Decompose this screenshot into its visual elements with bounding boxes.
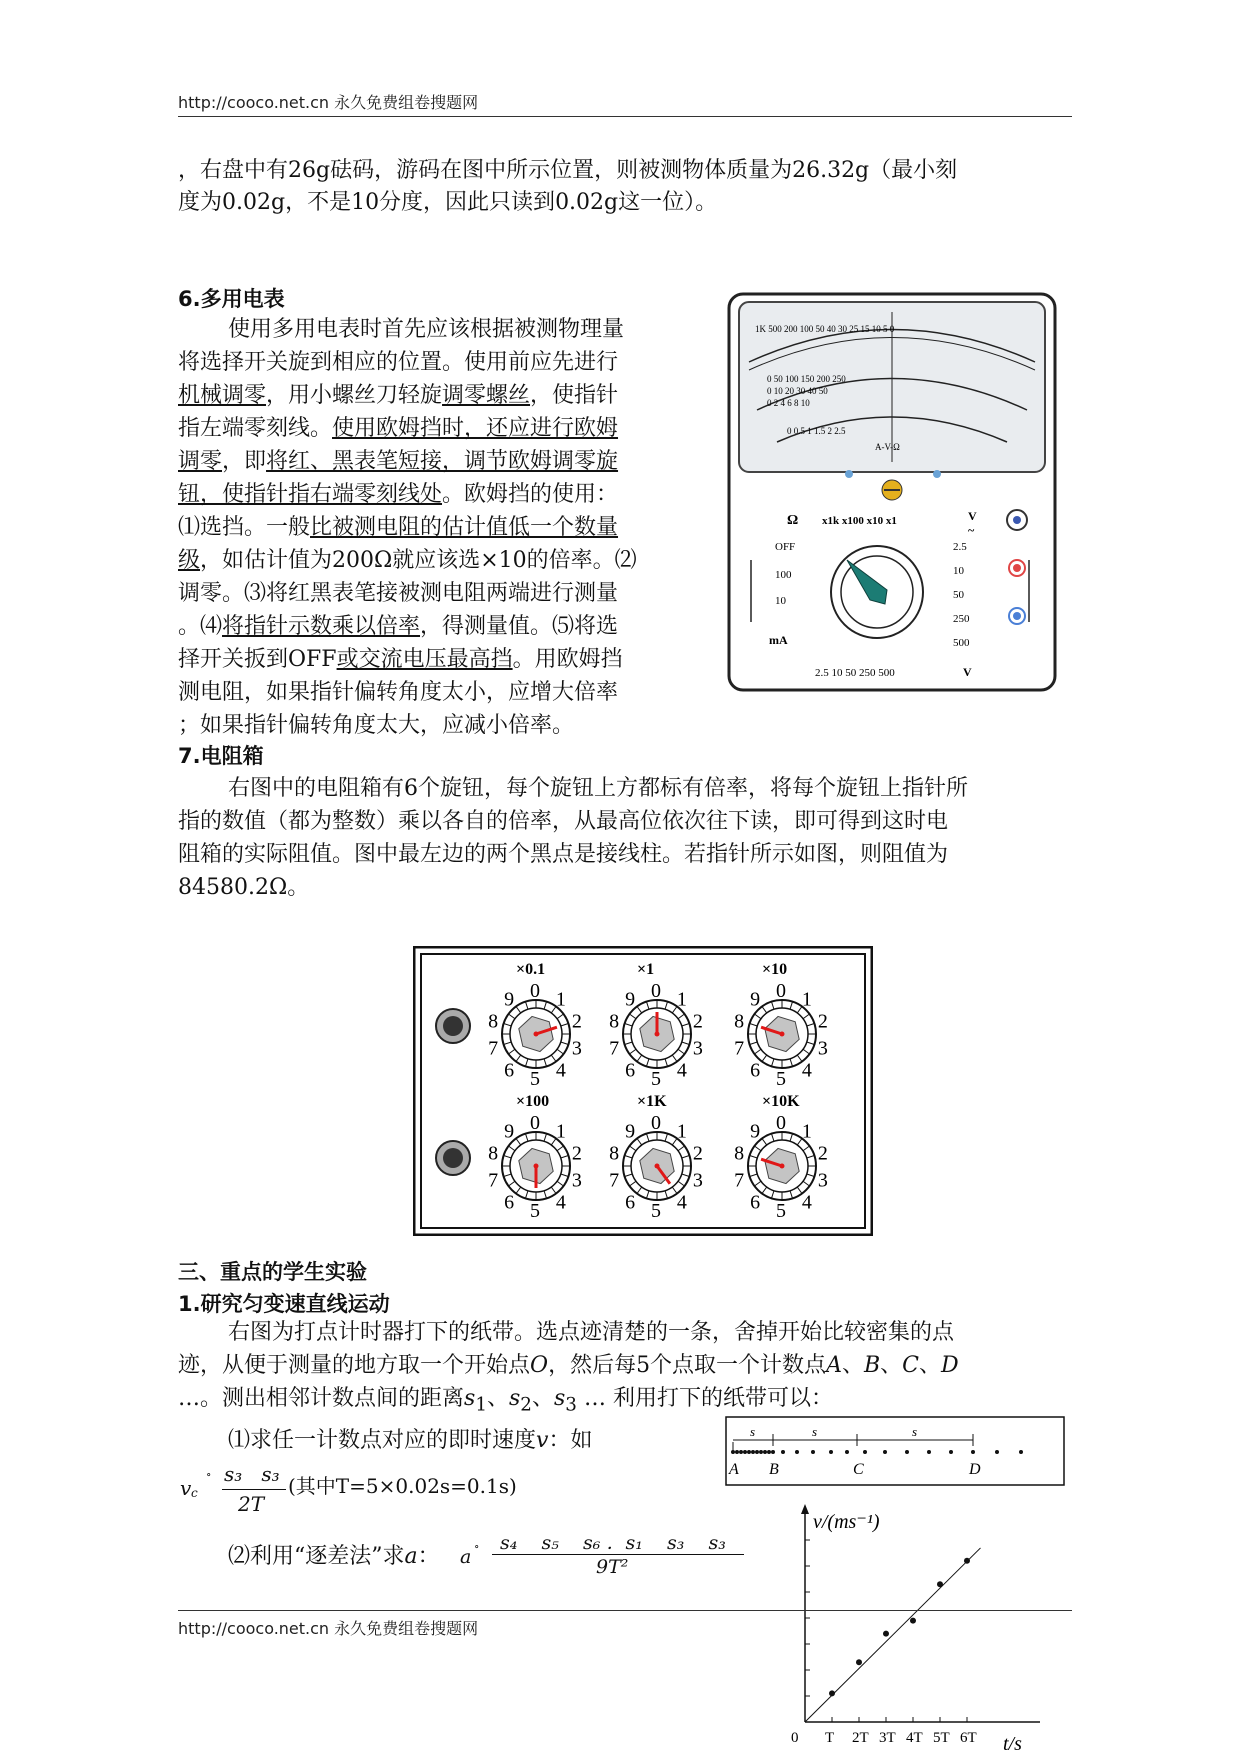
dial-digit: 7 bbox=[609, 1037, 620, 1060]
s6-l3a: 机械调零 bbox=[178, 383, 267, 408]
acc-frac-num: s₄ s₅ s₆ ．s₁ s₃ s₃ bbox=[500, 1532, 726, 1554]
dial-digit: 0 bbox=[776, 1112, 786, 1134]
off-label: OFF bbox=[775, 541, 796, 553]
exp-l2h: C bbox=[902, 1353, 919, 1378]
section-subtitle-motion: 1.研究匀变速直线运动 bbox=[178, 1292, 390, 1316]
s6-l11b: 或交流电压最高挡 bbox=[336, 647, 513, 672]
tape-point-C: C bbox=[853, 1461, 864, 1478]
dial-digit: 0 bbox=[651, 1112, 661, 1134]
vc-frac-num: s₃ s₃ bbox=[224, 1462, 280, 1486]
s6-l3d: ，使指针 bbox=[530, 383, 619, 408]
dial-digit: 4 bbox=[801, 1059, 812, 1082]
left-range-10: 10 bbox=[775, 595, 786, 607]
exp-l3j: … 利用打下的纸带可以： bbox=[576, 1386, 833, 1411]
header-rule bbox=[178, 116, 1072, 117]
dial-digit: 2 bbox=[817, 1010, 828, 1033]
s6-l6a: 钮，使指针指右端零刻线处 bbox=[178, 482, 443, 507]
dial-digit: 3 bbox=[571, 1169, 582, 1192]
s6-l10a: 。⑷ bbox=[178, 614, 223, 639]
tape-dot bbox=[863, 1450, 867, 1454]
tape-point-A: A bbox=[729, 1461, 739, 1478]
dial-digit: 6 bbox=[750, 1059, 761, 1082]
vc-note: (其中T=5×0.02s=0.1s) bbox=[288, 1474, 517, 1498]
data-point-3 bbox=[883, 1631, 889, 1637]
bottom-ranges: 2.5 10 50 250 500 bbox=[815, 667, 895, 679]
dial-digit: 6 bbox=[625, 1191, 636, 1214]
dial-digit: 3 bbox=[817, 1037, 828, 1060]
dial-digit: 0 bbox=[776, 980, 786, 1002]
tape-dot bbox=[751, 1450, 755, 1454]
x-tick-4: 4T bbox=[906, 1730, 923, 1746]
ohm-symbol: Ω bbox=[787, 513, 799, 528]
right-range-1: 10 bbox=[953, 565, 964, 577]
data-point-5 bbox=[937, 1581, 943, 1587]
dial-digit: 5 bbox=[530, 1200, 540, 1222]
exp-l1: 右图为打点计时器打下的纸带。选点迹清楚的一条，舍掉开始比较密集的点 bbox=[228, 1320, 955, 1345]
tape-dot bbox=[883, 1450, 887, 1454]
s6-l7b: 比被测电阻的估计值低一个数量 bbox=[310, 515, 619, 540]
dial-digit: 6 bbox=[750, 1191, 761, 1214]
tape-dot bbox=[755, 1450, 759, 1454]
dial-digit: 6 bbox=[504, 1191, 515, 1214]
s6-l8 bbox=[178, 544, 698, 577]
tape-point-B: B bbox=[769, 1461, 779, 1478]
x-tick-6: 6T bbox=[960, 1730, 977, 1746]
q1-v: v bbox=[536, 1428, 549, 1453]
tape-dot bbox=[949, 1450, 953, 1454]
dial-digit: 7 bbox=[734, 1037, 745, 1060]
exp-l3i: 3 bbox=[565, 1394, 577, 1416]
vc-sub: c bbox=[191, 1486, 198, 1500]
dial-digit: 2 bbox=[817, 1142, 828, 1165]
section-title-experiments: 三、重点的学生实验 bbox=[178, 1260, 367, 1284]
dial-digit: 9 bbox=[504, 1120, 515, 1143]
data-point-6 bbox=[964, 1558, 970, 1564]
exp-l3d: 、 bbox=[486, 1386, 509, 1411]
section-title-resistance-box: 7.电阻箱 bbox=[178, 744, 264, 768]
data-point-1 bbox=[829, 1690, 835, 1696]
s6-l7 bbox=[178, 511, 698, 544]
s6-l6 bbox=[178, 478, 698, 511]
left-range-100: 100 bbox=[775, 569, 792, 581]
knob-multiplier: ×10 bbox=[762, 961, 788, 978]
dial-digit: 8 bbox=[609, 1010, 620, 1033]
s6-l11c: 。用欧姆挡 bbox=[512, 647, 623, 672]
dial-digit: 9 bbox=[625, 1120, 636, 1143]
s7-text bbox=[178, 772, 1072, 904]
v-label-top: V bbox=[968, 509, 977, 523]
exp-l2e: 、 bbox=[841, 1353, 864, 1378]
s6-l5a: 调零 bbox=[178, 449, 223, 474]
s6-l10c: ，得测量值。⑸将选 bbox=[420, 614, 619, 639]
q1-text: ⑴求任一计数点对应的即时速度 bbox=[228, 1428, 537, 1453]
s6-l6b: 。欧姆挡的使用： bbox=[442, 482, 619, 507]
dial-digit: 0 bbox=[651, 980, 661, 1002]
multimeter-figure bbox=[727, 292, 1057, 692]
exp-l2b: O bbox=[530, 1353, 549, 1378]
exp-l2 bbox=[178, 1349, 1078, 1382]
dial-digit: 8 bbox=[488, 1142, 499, 1165]
tape-dot bbox=[739, 1450, 743, 1454]
dial-digit: 5 bbox=[651, 1068, 661, 1090]
bottom-v-label: V bbox=[963, 665, 972, 679]
s6-l1: 使用多用电表时首先应该根据被测物理量 bbox=[228, 317, 625, 342]
knob-multiplier: ×10K bbox=[762, 1093, 800, 1110]
s6-l2: 将选择开关旋到相应的位置。使用前应先进行 bbox=[178, 350, 619, 375]
tape-dot bbox=[767, 1450, 771, 1454]
s6-l12: 测电阻，如果指针偏转角度太小，应增大倍率 bbox=[178, 680, 619, 705]
tape-dot bbox=[811, 1450, 815, 1454]
dial-digit: 4 bbox=[555, 1191, 566, 1214]
tape-dot bbox=[759, 1450, 763, 1454]
dial-digit: 3 bbox=[692, 1169, 703, 1192]
dial-digit: 7 bbox=[488, 1169, 499, 1192]
x-axis-label: t/s bbox=[1003, 1733, 1022, 1754]
dial-digit: 2 bbox=[571, 1142, 582, 1165]
page-header: http://cooco.net.cn 永久免费组卷搜题网 bbox=[178, 93, 479, 112]
acc-lhs: a bbox=[460, 1546, 472, 1568]
right-range-2: 50 bbox=[953, 589, 964, 601]
tape-dot bbox=[735, 1450, 739, 1454]
vc-frac-bar bbox=[222, 1489, 286, 1490]
dial-digit: 0 bbox=[530, 980, 540, 1002]
s6-l13: ；如果指针偏转角度太大，应减小倍率。 bbox=[178, 713, 575, 738]
dial-digit: 1 bbox=[676, 1120, 687, 1143]
s6-l7a: ⑴选挡。一般 bbox=[178, 515, 311, 540]
acc-frac-den: 9T² bbox=[596, 1556, 629, 1578]
right-range-0: 2.5 bbox=[953, 541, 967, 553]
intro-line-1: ，右盘中有26g砝码，游码在图中所示位置，则被测物体质量为26.32g（最小刻 bbox=[178, 158, 958, 183]
intro-line-2: 度为0.02g，不是10分度，因此只读到0.02g这一位）。 bbox=[178, 190, 718, 215]
tape-dot bbox=[971, 1450, 975, 1454]
s6-l4b: 使用欧姆挡时，还应进行欧姆 bbox=[332, 416, 619, 441]
dial-digit: 9 bbox=[750, 988, 761, 1011]
tape-dot bbox=[747, 1450, 751, 1454]
dial-digit: 3 bbox=[571, 1037, 582, 1060]
exp-l3e: s bbox=[509, 1386, 521, 1411]
dial-digit: 0 bbox=[530, 1112, 540, 1134]
tape-dot bbox=[905, 1450, 909, 1454]
exp-l3h: s bbox=[553, 1386, 566, 1411]
dial-digit: 5 bbox=[776, 1200, 786, 1222]
dial-digit: 1 bbox=[676, 988, 687, 1011]
meter-center-label: A-V-Ω bbox=[875, 442, 900, 452]
s6-l10b: 将指针示数乘以倍率 bbox=[222, 614, 421, 639]
dial-digit: 2 bbox=[571, 1010, 582, 1033]
exp-l3f: 2 bbox=[520, 1394, 532, 1416]
s6-l4a: 指左端零刻线。 bbox=[178, 416, 333, 441]
tape-dot bbox=[743, 1450, 747, 1454]
meter-low-arc-labels: 0 0.5 1 1.5 2 2.5 bbox=[787, 426, 846, 436]
q2-line bbox=[228, 1540, 440, 1573]
vc-lhs: v bbox=[180, 1476, 192, 1500]
exp-l3b: s bbox=[464, 1386, 476, 1411]
x-tick-0: 0 bbox=[791, 1730, 799, 1746]
dial-digit: 4 bbox=[555, 1059, 566, 1082]
dial-digit: 2 bbox=[692, 1142, 703, 1165]
right-range-4: 500 bbox=[953, 637, 970, 649]
tape-point-D: D bbox=[969, 1461, 981, 1478]
x-tick-5: 5T bbox=[933, 1730, 950, 1746]
resistance-box-figure bbox=[413, 946, 873, 1236]
dial-digit: 3 bbox=[817, 1169, 828, 1192]
tape-dot bbox=[927, 1450, 931, 1454]
tape-dot bbox=[829, 1450, 833, 1454]
knob-multiplier: ×1K bbox=[637, 1093, 667, 1110]
s6-l3 bbox=[178, 379, 698, 412]
tape-dot bbox=[763, 1450, 767, 1454]
exp-l3g: 、 bbox=[531, 1386, 554, 1411]
vc-frac-den: 2T bbox=[238, 1492, 265, 1516]
q2-colon: ： bbox=[417, 1544, 440, 1569]
y-axis-label: v/(ms⁻¹) bbox=[813, 1511, 880, 1533]
meter-mid-arc-labels: 0 50 100 150 200 250 bbox=[767, 374, 846, 384]
s7-l4: 84580.2Ω。 bbox=[178, 875, 310, 900]
ohm-ranges: x1k x100 x10 x1 bbox=[822, 515, 897, 527]
dial-digit: 9 bbox=[504, 988, 515, 1011]
knob-multiplier: ×100 bbox=[516, 1093, 550, 1110]
exp-l2c: ，然后每5个点取一个计数点 bbox=[548, 1353, 827, 1378]
exp-l2a: 迹，从便于测量的地方取一个开始点 bbox=[178, 1353, 531, 1378]
dial-digit: 7 bbox=[609, 1169, 620, 1192]
dial-digit: 4 bbox=[801, 1191, 812, 1214]
tape-dot bbox=[995, 1450, 999, 1454]
tilde-label: ~ bbox=[968, 523, 975, 537]
x-tick-2: 2T bbox=[852, 1730, 869, 1746]
s6-l10 bbox=[178, 610, 698, 643]
dial-digit: 4 bbox=[676, 1059, 687, 1082]
exp-l2f: B bbox=[863, 1353, 881, 1378]
dial-digit: 7 bbox=[734, 1169, 745, 1192]
dial-digit: 5 bbox=[776, 1068, 786, 1090]
dial-digit: 6 bbox=[625, 1059, 636, 1082]
exp-l2g: 、 bbox=[880, 1353, 903, 1378]
knob-multiplier: ×0.1 bbox=[516, 961, 546, 978]
dial-digit: 8 bbox=[734, 1142, 745, 1165]
s6-l3c: 调零螺丝 bbox=[442, 383, 531, 408]
s6-l11 bbox=[178, 643, 698, 676]
exp-l2i: 、 bbox=[919, 1353, 942, 1378]
exp-l2j: D bbox=[941, 1353, 959, 1378]
dial-digit: 5 bbox=[651, 1200, 661, 1222]
exp-text bbox=[178, 1316, 1078, 1421]
ma-label: mA bbox=[769, 633, 788, 647]
dial-digit: 3 bbox=[692, 1037, 703, 1060]
dial-digit: 8 bbox=[734, 1010, 745, 1033]
tape-dot bbox=[1019, 1450, 1023, 1454]
s6-l8b: ，如估计值为200Ω就应该选×10的倍率。⑵ bbox=[200, 548, 637, 573]
x-tick-1: T bbox=[825, 1730, 835, 1746]
tape-dot bbox=[771, 1450, 775, 1454]
s7-l1: 右图中的电阻箱有6个旋钮，每个旋钮上方都标有倍率，将每个旋钮上指针所 bbox=[228, 776, 968, 801]
section-title-multimeter: 6.多用电表 bbox=[178, 287, 285, 311]
s6-l9: 调零。⑶将红黑表笔接被测电阻两端进行测量 bbox=[178, 581, 619, 606]
s6-l5c: 将红、黑表笔短接，调节欧姆调零旋 bbox=[266, 449, 619, 474]
tape-s-label: s bbox=[750, 1424, 756, 1439]
velocity-time-graph bbox=[785, 1500, 1060, 1754]
dial-digit: 5 bbox=[530, 1068, 540, 1090]
dial-digit: 9 bbox=[750, 1120, 761, 1143]
q1-rest: ：如 bbox=[548, 1428, 593, 1453]
dial-digit: 2 bbox=[692, 1010, 703, 1033]
tape-s-label: s bbox=[912, 1424, 918, 1439]
dial-digit: 8 bbox=[488, 1010, 499, 1033]
acc-frac-bar bbox=[492, 1554, 744, 1555]
dial-digit: 9 bbox=[625, 988, 636, 1011]
exp-l3a: …。测出相邻计数点间的距离 bbox=[178, 1386, 465, 1411]
tape-dot bbox=[781, 1450, 785, 1454]
s6-l5b: ，即 bbox=[222, 449, 267, 474]
tape-dot bbox=[795, 1450, 799, 1454]
q2-text: ⑵利用“逐差法”求 bbox=[228, 1544, 405, 1569]
data-point-2 bbox=[856, 1659, 862, 1665]
exp-l3c: 1 bbox=[475, 1394, 487, 1416]
meter-mid-arc3-labels: 0 2 4 6 8 10 bbox=[767, 398, 810, 408]
page-footer: http://cooco.net.cn 永久免费组卷搜题网 bbox=[178, 1619, 479, 1638]
approx-mark-1: ∘ bbox=[206, 1468, 212, 1481]
q1-line bbox=[228, 1424, 592, 1457]
tape-s-label: s bbox=[812, 1424, 818, 1439]
s6-l8a: 级 bbox=[178, 548, 201, 573]
exp-l2d: A bbox=[826, 1353, 842, 1378]
s6-l11a: 择开关扳到OFF bbox=[178, 647, 337, 672]
s6-text bbox=[178, 313, 698, 742]
q2-a: a bbox=[404, 1544, 418, 1569]
dial-digit: 7 bbox=[488, 1037, 499, 1060]
knob-multiplier: ×1 bbox=[637, 961, 655, 978]
s6-l4 bbox=[178, 412, 698, 445]
dial-digit: 6 bbox=[504, 1059, 515, 1082]
paper-tape-figure bbox=[725, 1416, 1065, 1486]
dial-digit: 1 bbox=[555, 1120, 566, 1143]
approx-mark-2: ∘ bbox=[474, 1540, 480, 1553]
dial-digit: 1 bbox=[801, 1120, 812, 1143]
s7-l2: 指的数值（都为整数）乘以各自的倍率，从最高位依次往下读，即可得到这时电 bbox=[178, 809, 949, 834]
s6-l5 bbox=[178, 445, 698, 478]
data-point-4 bbox=[910, 1618, 916, 1624]
meter-top-arc-labels: 1K 500 200 100 50 40 30 25 15 10 5 0 bbox=[755, 324, 895, 334]
meter-mid-arc2-labels: 0 10 20 30 40 50 bbox=[767, 386, 828, 396]
s6-l3b: ，用小螺丝刀轻旋 bbox=[266, 383, 443, 408]
x-tick-3: 3T bbox=[879, 1730, 896, 1746]
right-range-3: 250 bbox=[953, 613, 970, 625]
dial-digit: 1 bbox=[801, 988, 812, 1011]
s7-l3: 阻箱的实际阻值。图中最左边的两个黑点是接线柱。若指针所示如图，则阻值为 bbox=[178, 842, 949, 867]
dial-digit: 1 bbox=[555, 988, 566, 1011]
tape-dot bbox=[845, 1450, 849, 1454]
footer-rule bbox=[178, 1610, 1072, 1611]
dial-digit: 8 bbox=[609, 1142, 620, 1165]
dial-digit: 4 bbox=[676, 1191, 687, 1214]
